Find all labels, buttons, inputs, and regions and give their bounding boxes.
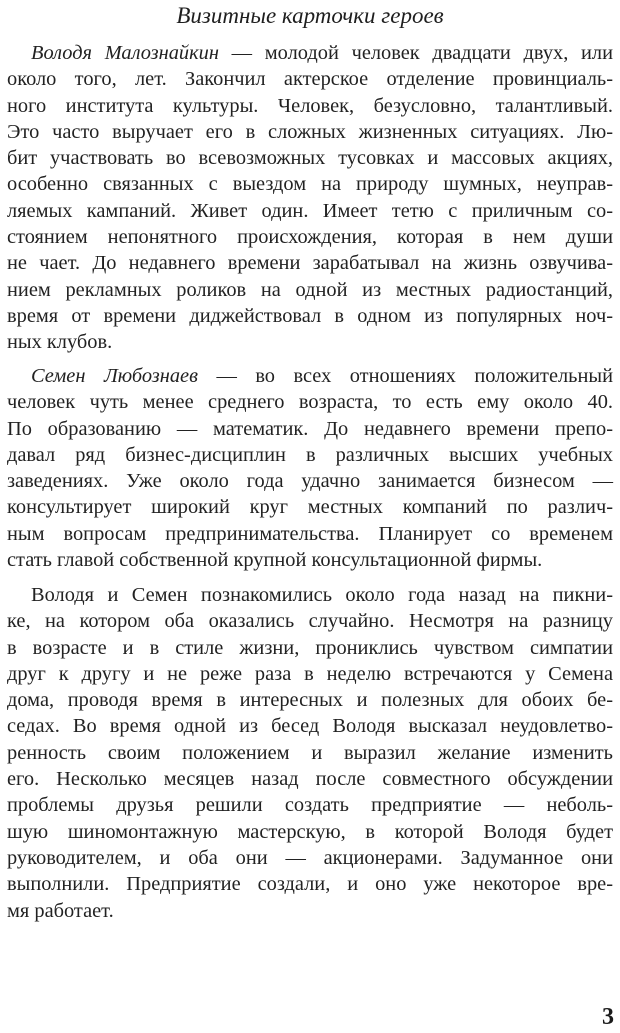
text-line — [7, 250, 613, 276]
line-text: его. Несколько месяцев назад после совместного обсуждении — [7, 768, 613, 791]
line-text: ляемых кампаний. Живет один. Имеет тетю с приличным со- — [7, 199, 613, 222]
text-line — [7, 687, 613, 713]
text-line — [7, 713, 613, 739]
line-text: особенно связанных с выездом на природу шумных, неуправ- — [7, 173, 613, 196]
line-text: стать главой собственной крупной консультационной фирмы. — [7, 549, 543, 572]
line-text: не чает. До недавнего времени зарабатывал на жизнь озвучива- — [7, 252, 613, 275]
running-header: Визитные карточки героев — [176, 3, 444, 28]
text-line — [7, 521, 613, 547]
line-text: нием рекламных роликов на одной из местных радиостанций, — [7, 278, 613, 301]
text-line — [7, 329, 613, 355]
text-line — [7, 93, 613, 119]
text-line — [7, 145, 613, 171]
text-line — [7, 277, 613, 303]
character-name: Семен Любознаев — [31, 365, 198, 387]
text-line — [7, 66, 613, 92]
line-text: заведениях. Уже около года удачно занимается бизнесом — — [7, 470, 613, 493]
line-text: ных клубов. — [7, 331, 113, 354]
line-text: человек чуть менее среднего возраста, то есть ему около 40. — [7, 391, 613, 414]
text-line — [7, 442, 613, 468]
text-line — [7, 468, 613, 494]
line-text: стоянием непонятного происхождения, которая в нем души — [7, 226, 613, 249]
line-text: ного института культуры. Человек, безусловно, талантливый. — [7, 94, 613, 117]
line-text: ным вопросам предпринимательства. Планирует со временем — [7, 522, 613, 545]
line-text: друг к другу и не реже раза в неделю встречаются у Семена — [7, 662, 613, 685]
line-text: ке, на котором оба оказались случайно. Несмотря на разницу — [7, 610, 613, 633]
text-line — [7, 792, 613, 818]
text-line — [7, 363, 613, 389]
line-text: — во всех отношениях положительный — [197, 365, 613, 387]
line-text: выполнили. Предприятие создали, и оно уже некоторое вре- — [7, 873, 613, 896]
line-text: руководителем, и оба они — акционерами. Задуманное они — [7, 846, 613, 869]
character-name: Володя Малознайкин — [31, 42, 219, 64]
text-line — [7, 608, 613, 634]
text-line — [7, 198, 613, 224]
text-line — [7, 766, 613, 792]
line-text: — молодой человек двадцати двух, или — [218, 42, 614, 64]
line-text: Это часто выручает его в сложных жизненных ситуациях. Лю- — [7, 120, 613, 143]
text-line — [7, 635, 613, 661]
line-text: консультирует широкий круг местных компаний по различ- — [7, 496, 613, 519]
line-text: ренность своим положением и выразил желание изменить — [7, 741, 613, 764]
line-text: проблемы друзья решили создать предприятие — неболь- — [7, 794, 613, 817]
text-line — [7, 389, 613, 415]
line-text: время от времени диджействовал в одном из популярных ноч- — [7, 304, 613, 327]
line-text: бит участвовать во всевозможных тусовках и массовых акциях, — [7, 147, 613, 170]
line-text: давал ряд бизнес-дисциплин в различных высших учебных — [7, 443, 613, 466]
text-line — [7, 845, 613, 871]
paragraph-volodya — [7, 40, 613, 356]
text-line — [7, 740, 613, 766]
line-text: мя работает. — [7, 899, 114, 922]
paragraph-acquaintance — [7, 582, 613, 924]
line-text: дома, проводя время в интересных и полезных для обоих бе- — [7, 689, 613, 712]
line-text: Володя и Семен познакомились около года назад на пикни- — [31, 584, 613, 606]
text-line — [7, 871, 613, 897]
line-text: шую шиномонтажную мастерскую, в которой Володя будет — [7, 820, 613, 843]
text-line — [7, 547, 613, 573]
text-line — [7, 416, 613, 442]
line-text: По образованию — математик. До недавнего времени препо- — [7, 417, 613, 440]
text-line — [7, 819, 613, 845]
text-line — [7, 303, 613, 329]
line-text: около того, лет. Закончил актерское отделение провинциаль- — [7, 68, 613, 91]
page-number: 3 — [602, 1004, 614, 1030]
paragraph-semen — [7, 363, 613, 573]
text-line — [7, 582, 613, 608]
text-line — [7, 661, 613, 687]
text-line — [7, 898, 613, 924]
text-line — [7, 224, 613, 250]
text-line — [7, 171, 613, 197]
text-line — [7, 119, 613, 145]
text-line — [7, 494, 613, 520]
line-text: седах. Во время одной из бесед Володя высказал неудовлетво- — [7, 715, 613, 738]
line-text: в возрасте и в стиле жизни, прониклись чувством симпатии — [7, 636, 613, 659]
text-line — [7, 40, 613, 66]
